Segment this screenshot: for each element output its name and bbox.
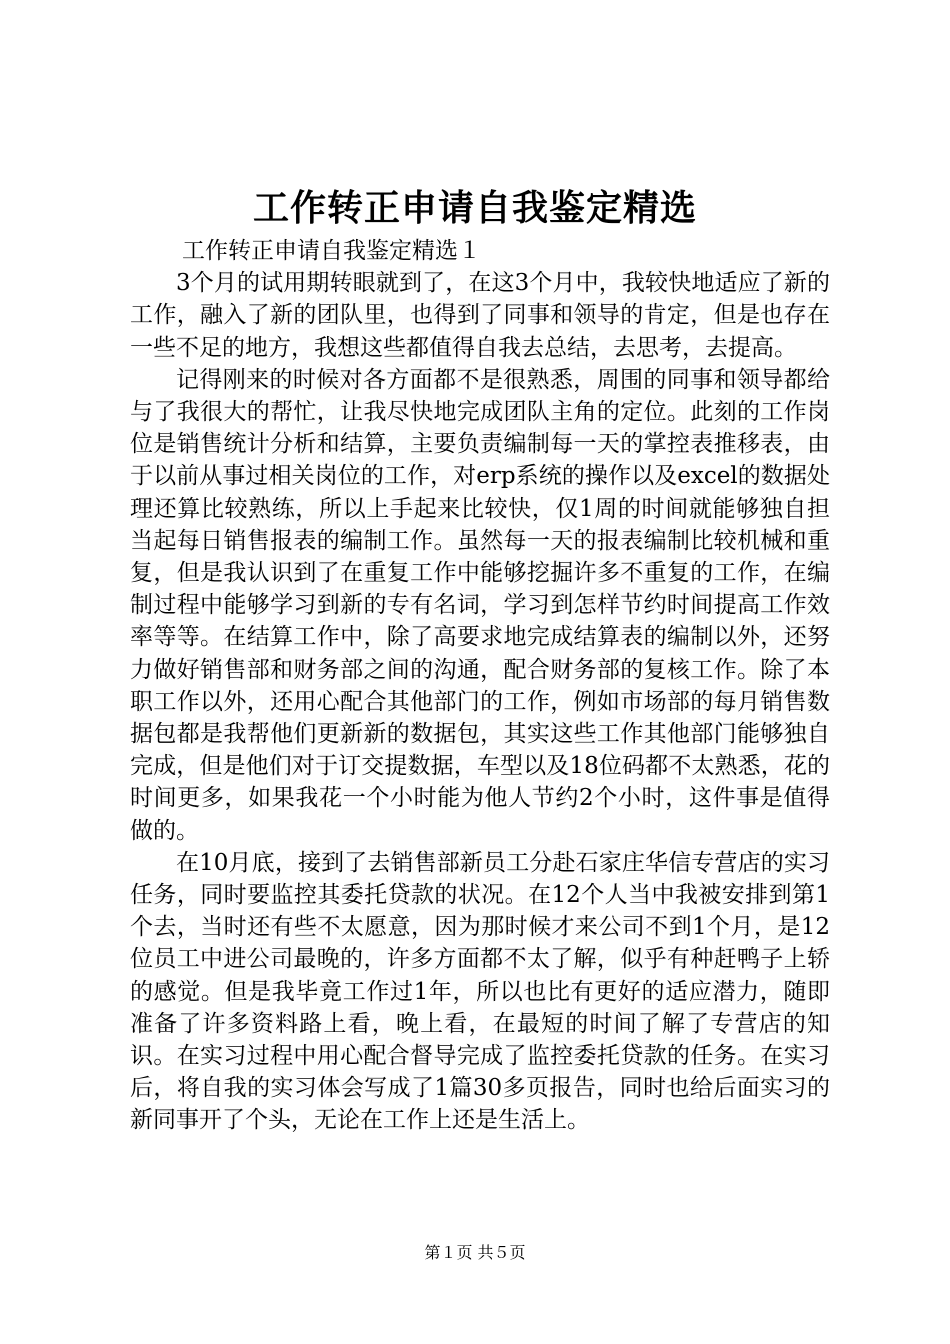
document-subtitle: 工作转正申请自我鉴定精选１ (182, 238, 481, 264)
page-footer: 第１页 共５页 (424, 1243, 526, 1262)
document-title: 工作转正申请自我鉴定精选 (252, 187, 697, 229)
document-body (130, 235, 830, 1137)
paragraph-2: 记得刚来的时候对各方面都不是很熟悉，周围的同事和领导都给与了我很大的帮忙，让我尽快地完成团队主角的定位。此刻的工作岗位是销售统计分析和结算，主要负责编制每一天的掌控表推移表，由于以前从事过相关岗位的工作，对erp系统的操作以及excel的数据处理还算比较熟练，所以上手起来比较快，仅1周的时间就能够独自担当起每日销售报表的编制工作。虽然每一天的报表编制比较机械和重复，但是我认识到了在重复工作中能够挖掘许多不重复的工作，在编制过程中能够学习到新的专有名词，学习到怎样节约时间提高工作效率等等。在结算工作中，除了高要求地完成结算表的编制以外，还努力做好销售部和财务部之间的沟通，配合财务部的复核工作。除了本职工作以外，还用心配合其他部门的工作，例如市场部的每月销售数据包都是我帮他们更新新的数据包，其实这些工作其他部门能够独自完成，但是他们对于订交提数据，车型以及18位码都不太熟悉，花的时间更多，如果我花一个小时能为他人节约2个小时，这件事是值得做的。 (130, 366, 830, 844)
paragraph-3: 在10月底，接到了去销售部新员工分赴石家庄华信专营店的实习任务，同时要监控其委托贷款的状况。在12个人当中我被安排到第1个去，当时还有些不太愿意，因为那时候才来公司不到1个月，是12位员工中进公司最晚的，许多方面都不太了解，似乎有种赶鸭子上轿的感觉。但是我毕竟工作过1年，所以也比有更好的适应潜力，随即准备了许多资料路上看，晚上看，在最短的时间了解了专营店的知识。在实习过程中用心配合督导完成了监控委托贷款的任务。在实习后，将自我的实习体会写成了1篇30多页报告，同时也给后面实习的新同事开了个头，无论在工作上还是生活上。 (130, 849, 830, 1134)
paragraph-1: 3个月的试用期转眼就到了，在这3个月中，我较快地适应了新的工作，融入了新的团队里，也得到了同事和领导的肯定，但是也存在一些不足的地方，我想这些都值得自我去总结，去思考，去提高。 (130, 270, 830, 361)
